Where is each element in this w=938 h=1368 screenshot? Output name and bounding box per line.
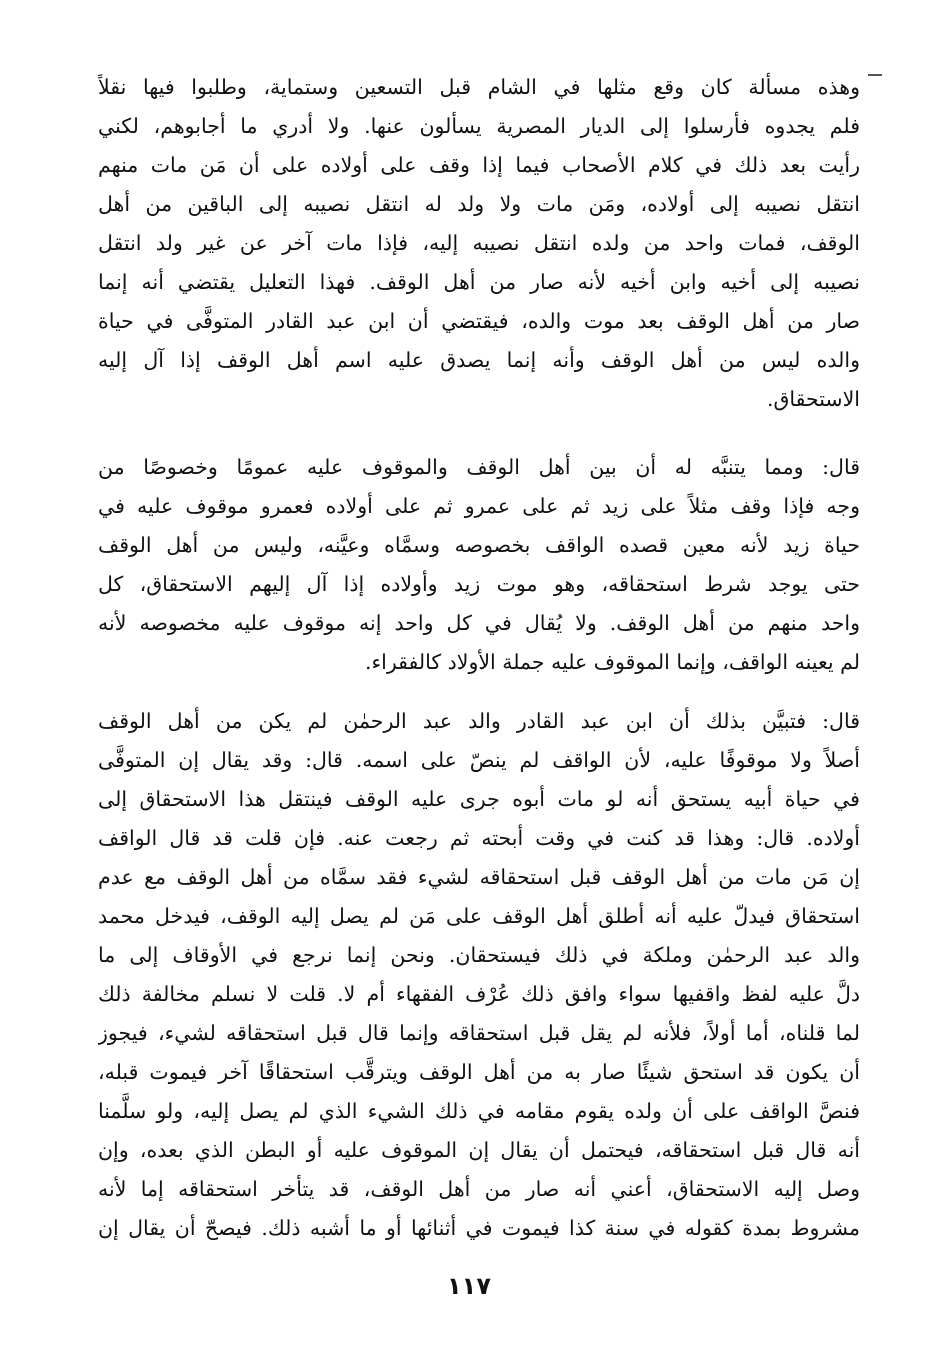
paragraph-line: لما قلناه، أما أولاً، فلأنه لم يقل قبل استحقاقه وإنما قال قبل استحقاقه لشيء، فيجوز	[98, 1021, 860, 1045]
paragraph-1	[98, 68, 860, 419]
paragraph-line: الاستحقاق.	[766, 387, 860, 411]
paragraph-line: فلم يجدوه فأرسلوا إلى الديار المصرية يسألون عنها. ولا أدري ما أجابوهم، لكني	[98, 114, 860, 138]
paragraph-line: والد عبد الرحمٰن وملكة في ذلك فيستحقان. ونحن إنما نرجع في الأوقاف إلى ما	[98, 943, 860, 967]
paragraph-line: دلَّ عليه لفظ واقفيها سواء وافق ذلك عُرْف الفقهاء أم لا. قلت لا نسلم مخالفة ذلك	[98, 982, 860, 1006]
corner-mark	[868, 74, 882, 76]
paragraph-line: وهذه مسألة كان وقع مثلها في الشام قبل التسعين وستماية، وطلبوا فيها نقلاً	[98, 75, 860, 99]
paragraph-line: إن مَن مات من أهل الوقف قبل استحقاقه لشيء فقد سمَّاه من أهل الوقف مع عدم	[98, 865, 860, 889]
paragraph-line: الوقف، فمات واحد من ولده انتقل نصيبه إليه، فإذا مات آخر عن غير ولد انتقل	[98, 231, 860, 255]
page-number: ١١٧	[447, 1272, 491, 1300]
paragraph-line: أصلاً ولا موقوفًا عليه، لأن الواقف لم ينصّ على اسمه. قال: وقد يقال إن المتوفَّى	[98, 748, 860, 772]
paragraph-line: استحقاق فيدلّ عليه أنه أطلق أهل الوقف على مَن لم يصل إليه الوقف، فيدخل محمد	[98, 904, 860, 928]
paragraph-line: نصيبه إلى أخيه وابن أخيه لأنه صار من أهل الوقف. فهذا التعليل يقتضي أنه إنما	[98, 270, 860, 294]
paragraph-line: قال: فتبيَّن بذلك أن ابن عبد القادر والد عبد الرحمٰن لم يكن من أهل الوقف	[98, 709, 860, 733]
paragraph-line: حتى يوجد شرط استحقاقه، وهو موت زيد وأولاده إذا آل إليهم الاستحقاق، كل	[98, 572, 860, 596]
paragraph-3	[98, 702, 860, 1248]
paragraph-line: انتقل نصيبه إلى أولاده، ومَن مات ولا ولد له انتقل نصيبه إلى الباقين من أهل	[98, 192, 860, 216]
paragraph-line: أولاده. قال: وهذا قد كنت في وقت أبحته ثم رجعت عنه. فإن قلت قد قال الواقف	[98, 826, 860, 850]
paragraph-line: وجه فإذا وقف مثلاً على زيد ثم على عمرو ثم على أولاده فعمرو موقوف عليه في	[98, 494, 860, 518]
paragraph-line: لم يعينه الواقف، وإنما الموقوف عليه جملة الأولاد كالفقراء.	[364, 650, 860, 674]
paragraph-line: قال: ومما يتنبَّه له أن بين أهل الوقف والموقوف عليه عمومًا وخصوصًا من	[98, 455, 860, 479]
paragraph-line: وصل إليه الاستحقاق، أعني أنه صار من أهل الوقف، قد يتأخر استحقاقه إما لأنه	[98, 1177, 860, 1201]
paragraph-line: والده ليس من أهل الوقف وأنه إنما يصدق عليه اسم أهل الوقف إذا آل إليه	[98, 348, 860, 372]
paragraph-line: صار من أهل الوقف بعد موت والده، فيقتضي أن ابن عبد القادر المتوفَّى في حياة	[98, 309, 860, 333]
paragraph-line: فنصَّ الواقف على أن ولده يقوم مقامه في ذلك الشيء الذي لم يصل إليه، ولو سلَّمنا	[98, 1099, 860, 1123]
paragraph-line: حياة زيد لأنه معين قصده الواقف بخصوصه وسمَّاه وعيَّنه، وليس من أهل الوقف	[98, 533, 860, 557]
paragraph-line: مشروط بمدة كقوله في سنة كذا فيموت في أثنائها أو ما أشبه ذلك. فيصحّ أن يقال إن	[98, 1216, 860, 1240]
paragraph-line: رأيت بعد ذلك في كلام الأصحاب فيما إذا وقف على أولاده على أن مَن مات منهم	[98, 153, 860, 177]
paragraph-line: أنه قال قبل استحقاقه، فيحتمل أن يقال إن الموقوف عليه أو البطن الذي بعده، وإن	[98, 1138, 860, 1162]
paragraph-line: أن يكون قد استحق شيئًا صار به من أهل الوقف ويترقَّب استحقاقًا آخر فيموت قبله،	[98, 1060, 860, 1084]
paragraph-line: في حياة أبيه يستحق أنه لو مات أبوه جرى عليه الوقف فينتقل هذا الاستحقاق إلى	[98, 787, 860, 811]
paragraph-line: واحد منهم من أهل الوقف. ولا يُقال في كل واحد إنه موقوف عليه مخصوصه لأنه	[98, 611, 860, 635]
paragraph-2	[98, 448, 860, 682]
